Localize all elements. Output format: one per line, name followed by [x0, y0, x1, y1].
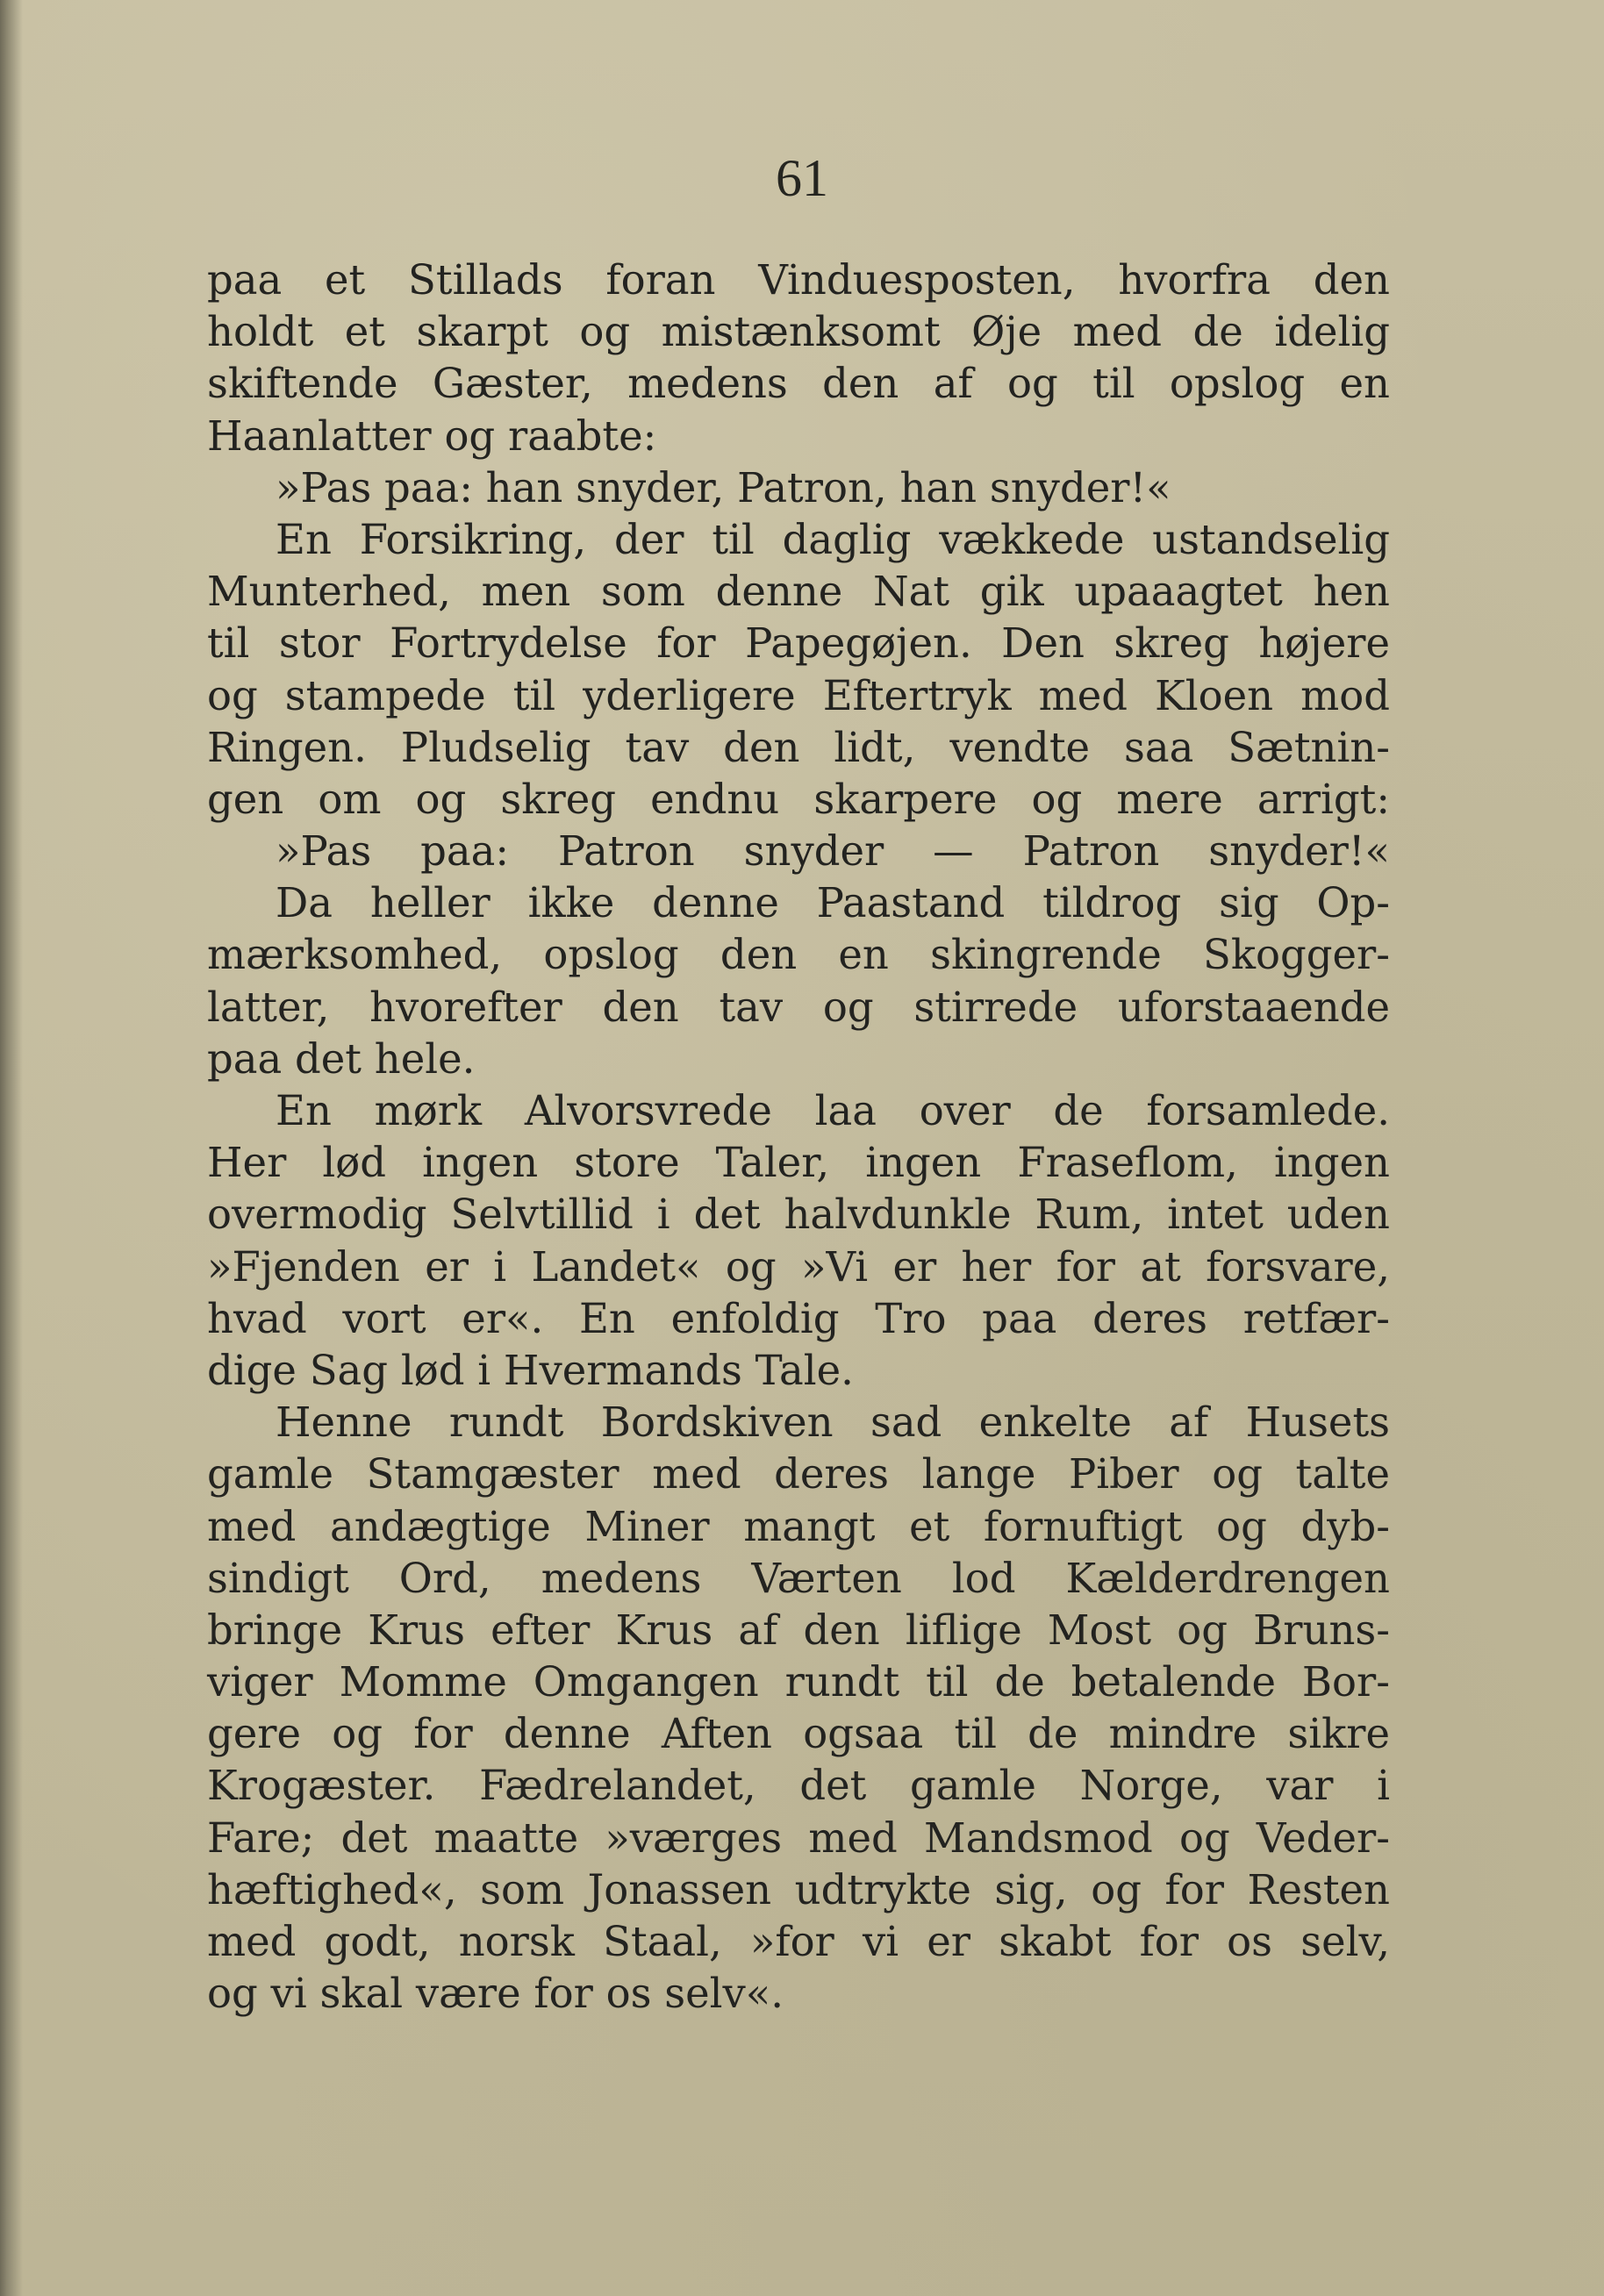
page-number: 61	[776, 149, 828, 207]
text-line: latter, hvorefter den tav og stirrede uforstaaende	[207, 983, 1390, 1031]
text-line: hvad vort er«. En enfoldig Tro paa deres retfær-	[207, 1294, 1390, 1342]
text-line: viger Momme Omgangen rundt til de betalende Bor-	[207, 1658, 1390, 1706]
text-line: »Fjenden er i Landet« og »Vi er her for at forsvare,	[207, 1242, 1390, 1291]
text-line: bringe Krus efter Krus af den liflige Most og Bruns-	[207, 1606, 1390, 1654]
text-line: mærksomhed, opslog den en skingrende Skogger-	[207, 931, 1390, 979]
text-line: Henne rundt Bordskiven sad enkelte af Husets	[276, 1398, 1390, 1447]
text-line: En mørk Alvorsvrede laa over de forsamlede.	[276, 1087, 1390, 1134]
text-line: overmodig Selvtillid i det halvdunkle Rum, intet uden	[207, 1191, 1390, 1239]
text-line: Munterhed, men som denne Nat gik upaaagtet hen	[207, 568, 1390, 616]
text-line: til stor Fortrydelse for Papegøjen. Den skreg højere	[207, 619, 1390, 668]
body-text	[207, 254, 1390, 2020]
text-line: »Pas paa: Patron snyder — Patron snyder!«	[276, 827, 1390, 876]
text-line: hæftighed«, som Jonassen udtrykte sig, og for Resten	[207, 1865, 1390, 1913]
text-line: Haanlatter og raabte:	[207, 411, 657, 460]
text-line: skiftende Gæster, medens den af og til opslog en	[207, 360, 1390, 408]
text-line: og vi skal være for os selv«.	[207, 1970, 784, 2018]
text-line: paa et Stillads foran Vinduesposten, hvorfra den	[207, 256, 1390, 304]
text-line: »Pas paa: han snyder, Patron, han snyder!«	[276, 463, 1171, 511]
text-line: Ringen. Pludselig tav den lidt, vendte saa Sætnin-	[207, 723, 1390, 771]
text-line: Fare; det maatte »værges med Mandsmod og Veder-	[207, 1813, 1390, 1862]
text-line: og stampede til yderligere Eftertryk med Kloen mod	[207, 671, 1390, 719]
text-line: holdt et skarpt og mistænksomt Øje med de idelig	[207, 308, 1390, 356]
text-line: sindigt Ord, medens Værten lod Kælderdrengen	[207, 1554, 1390, 1602]
text-line: Da heller ikke denne Paastand tildrog sig Op-	[276, 879, 1390, 927]
text-line: gen om og skreg endnu skarpere og mere arrigt:	[207, 775, 1390, 823]
text-line: med godt, norsk Staal, »for vi er skabt for os selv,	[207, 1918, 1390, 1965]
text-line: Her lød ingen store Taler, ingen Fraseflom, ingen	[207, 1139, 1390, 1187]
page-binding-shadow	[0, 0, 23, 2296]
text-line: Krogæster. Fædrelandet, det gamle Norge, var i	[207, 1762, 1390, 1810]
text-line: gere og for denne Aften ogsaa til de mindre sikre	[207, 1710, 1390, 1758]
text-line: gamle Stamgæster med deres lange Piber og talte	[207, 1450, 1390, 1498]
text-line: En Forsikring, der til daglig vækkede ustandselig	[276, 515, 1390, 563]
text-line: dige Sag lød i Hvermands Tale.	[207, 1346, 854, 1394]
text-line: paa det hele.	[207, 1034, 476, 1083]
text-line: med andægtige Miner mangt et fornuftigt og dyb-	[207, 1502, 1390, 1550]
